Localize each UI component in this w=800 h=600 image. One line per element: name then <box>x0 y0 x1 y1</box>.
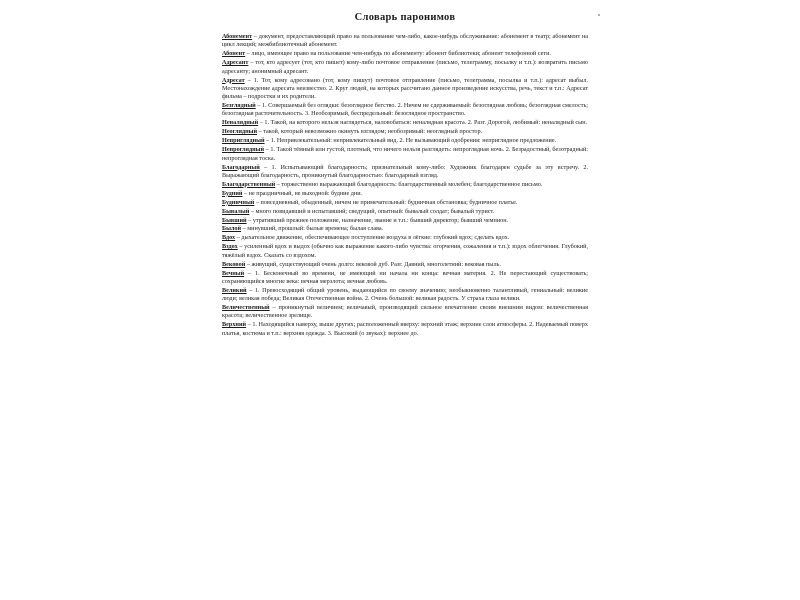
entry-headword: Вдох <box>222 234 236 242</box>
entry-definition: – много повидавший и испытавший; сведущий, опытный: бывалый солдат; бывалый турист. <box>249 207 495 215</box>
entry-headword: Будничный <box>222 198 255 206</box>
entry-headword: Неналядный <box>222 119 259 127</box>
dictionary-entry <box>222 102 588 119</box>
dictionary-entry <box>222 208 588 216</box>
dictionary-entry <box>222 199 588 207</box>
dictionary-entry <box>222 234 588 242</box>
dictionary-entry <box>222 146 588 163</box>
dictionary-entry <box>222 137 588 145</box>
dictionary-entry <box>222 243 588 260</box>
entry-definition: – утративший прежнее положение, назначение, звание и т.п.: бывший директор; бывший чемпион. <box>246 216 509 224</box>
dictionary-entry <box>222 190 588 198</box>
page-title: Словарь паронимов <box>354 12 456 23</box>
entry-headword: Неприглядный <box>222 137 265 145</box>
scan-speck <box>598 14 600 16</box>
entry-definition: – 1. Превосходящий общий уровень, выдающийся по своему значению; необыкновенно талантливый, гениальный: великие люди; великая победа; Великая Отечественная война. 2. Очень большой: великая радость. У страха глаза велики. <box>222 286 588 303</box>
entry-definition: – лицо, имеющее право на пользование чем-нибудь по абонементу: абонент библиотеки; абонент телефонной сети. <box>245 50 551 58</box>
entry-definition: – торжественно выражающий благодарность: благодарственный молебен; благодарственное письмо. <box>275 180 543 188</box>
entry-definition: – документ, предоставляющий право на пользование чем-либо, какое-нибудь обслуживание: абонемент в театр; абонемент на цикл лекций; межбиблиотечный абонемент. <box>222 33 588 49</box>
dictionary-entry <box>222 287 588 304</box>
entry-definition: – 1. Такой, на которого нельзя наглядеться, наловобаться: неналядная красота. 2. Разг. Дорогой, любимый: неналядный сын. <box>258 119 588 127</box>
entry-definition: – проникнутый величием; величавый, производящий сильное впечатление своим внешним видом: величественная красота; величественное зрелище. <box>222 304 588 320</box>
entry-headword: Будний <box>222 189 243 197</box>
entry-definition: – 1. Тот, кому адресовано (тот, кому пишут) почтовое отправление (письмо, телеграмма, посылка и т.п.): адресат выбыл. Местонахождение адресата неизвестно. 2. Круг людей, на которых рассчитано данное произведение искусства, речь, текст и т.п.: Адресат фильма – подростки и их родители. <box>222 76 588 101</box>
dictionary-entry <box>222 164 588 181</box>
dictionary-entry <box>222 50 588 58</box>
dictionary-entry <box>222 261 588 269</box>
entry-headword: Величественный <box>222 304 270 312</box>
entry-headword: Бывалый <box>222 207 250 215</box>
dictionary-entry <box>222 304 588 321</box>
entry-definition: – тот, кто адресует (тот, кто пишет) кому-либо почтовое отправление (письмо, телеграмму, посылку и т.п.): возвратить письмо адресанту; анонимный адресант. <box>222 59 588 75</box>
entry-headword: Адресат <box>222 76 245 84</box>
entry-definition: – 1. Такой тёмный или густой, плотный, что ничего нельзя разглядеть: непроглядная ночь. 2. Безрадостный, безотрадный: непроглядная тоска. <box>222 146 588 162</box>
entry-headword: Былой <box>222 225 242 233</box>
entry-headword: Вечный <box>222 269 245 277</box>
dictionary-entry <box>222 270 588 287</box>
dictionary-entry <box>222 321 588 338</box>
entry-definition: – живущий, существующий очень долго: вековой дуб. Разг. Давний, многолетний: вековая пыль. <box>245 260 501 268</box>
entry-definition: – 1. Непривлекательный: непривлекательный вид. 2. Не вызывающий одобрения: неприглядное предложение. <box>264 137 557 145</box>
dictionary-entry <box>222 33 588 50</box>
entry-headword: Благодарный <box>222 163 260 171</box>
entry-definition: – 1. Испытывающий благодарность; признательный кому-либо: Художник благодарен судьбе за эту встречу. 2. Выражающий благодарность, проникнутый благодарностью: благодарный взгляд. <box>222 163 588 179</box>
dictionary-entry <box>222 181 588 189</box>
entry-headword: Великий <box>222 286 247 294</box>
entry-definition: – такой, который невозможно окинуть взглядом; необозримый: неоглядный простор. <box>257 128 483 136</box>
document-page <box>222 12 588 592</box>
dictionary-entry <box>222 59 588 76</box>
entry-headword: Адресант <box>222 59 249 67</box>
dictionary-entry <box>222 77 588 102</box>
entry-headword: Благодарственный <box>222 180 276 188</box>
entry-definition: – усиленный вдох и выдох (обычно как выражение какого-либо чувства: огорчения, сожаления и т.п.): вздох облегчения. Глубокий, тяжёлый вздох. Сказать со вздохом. <box>222 243 588 259</box>
entry-definition: – дыхательное движение, обеспечивающее поступление воздуха в лёгкие: глубокий вдох; сделать вдох. <box>235 234 510 242</box>
entry-list <box>222 33 588 338</box>
entry-headword: Неоглядный <box>222 128 258 136</box>
entry-headword: Абонемент <box>222 33 253 40</box>
entry-headword: Непроглядный <box>222 146 265 154</box>
entry-definition: – 1. Бесконечный во времени, не имеющий ни начала ни конца: вечная материя. 2. Не перестающий существовать; сохраняющийся многие века: вечная мерзлота; вечная любовь. <box>222 269 588 285</box>
entry-headword: Верхний <box>222 321 247 329</box>
entry-headword: Безглядный <box>222 102 256 110</box>
entry-headword: Абонент <box>222 50 246 58</box>
dictionary-entry <box>222 217 588 225</box>
entry-definition: – не праздничный, не выходной: будние дни. <box>242 189 363 197</box>
entry-headword: Вздох <box>222 243 238 251</box>
entry-definition: – 1. Совершаемый без оглядки: безоглядное бегство. 2. Ничем не сдерживаемый: безоглядная любовь; безоглядная смелость; безоглядная расточительность. 3. Необозримый, беспредельный: безоглядное пространство. <box>222 102 588 118</box>
entry-headword: Бывший <box>222 216 247 224</box>
entry-definition: – повседневный, обыденный, ничем не примечательный: будничная обстановка; будничное платье. <box>254 198 518 206</box>
entry-headword: Вековой <box>222 260 246 268</box>
dictionary-entry <box>222 119 588 127</box>
dictionary-entry <box>222 225 588 233</box>
entry-definition: – минувший, прошлый: былые времена; былая слава. <box>241 225 384 233</box>
dictionary-entry <box>222 128 588 136</box>
entry-definition: – 1. Находящийся наверху, выше других; расположенный вверху: верхний этаж; верхние слои атмосферы. 2. Надеваемый поверх платья, костюма и т.п.: верхняя одежда. 3. Высокий (о звуках): верхнее до. <box>222 321 588 337</box>
